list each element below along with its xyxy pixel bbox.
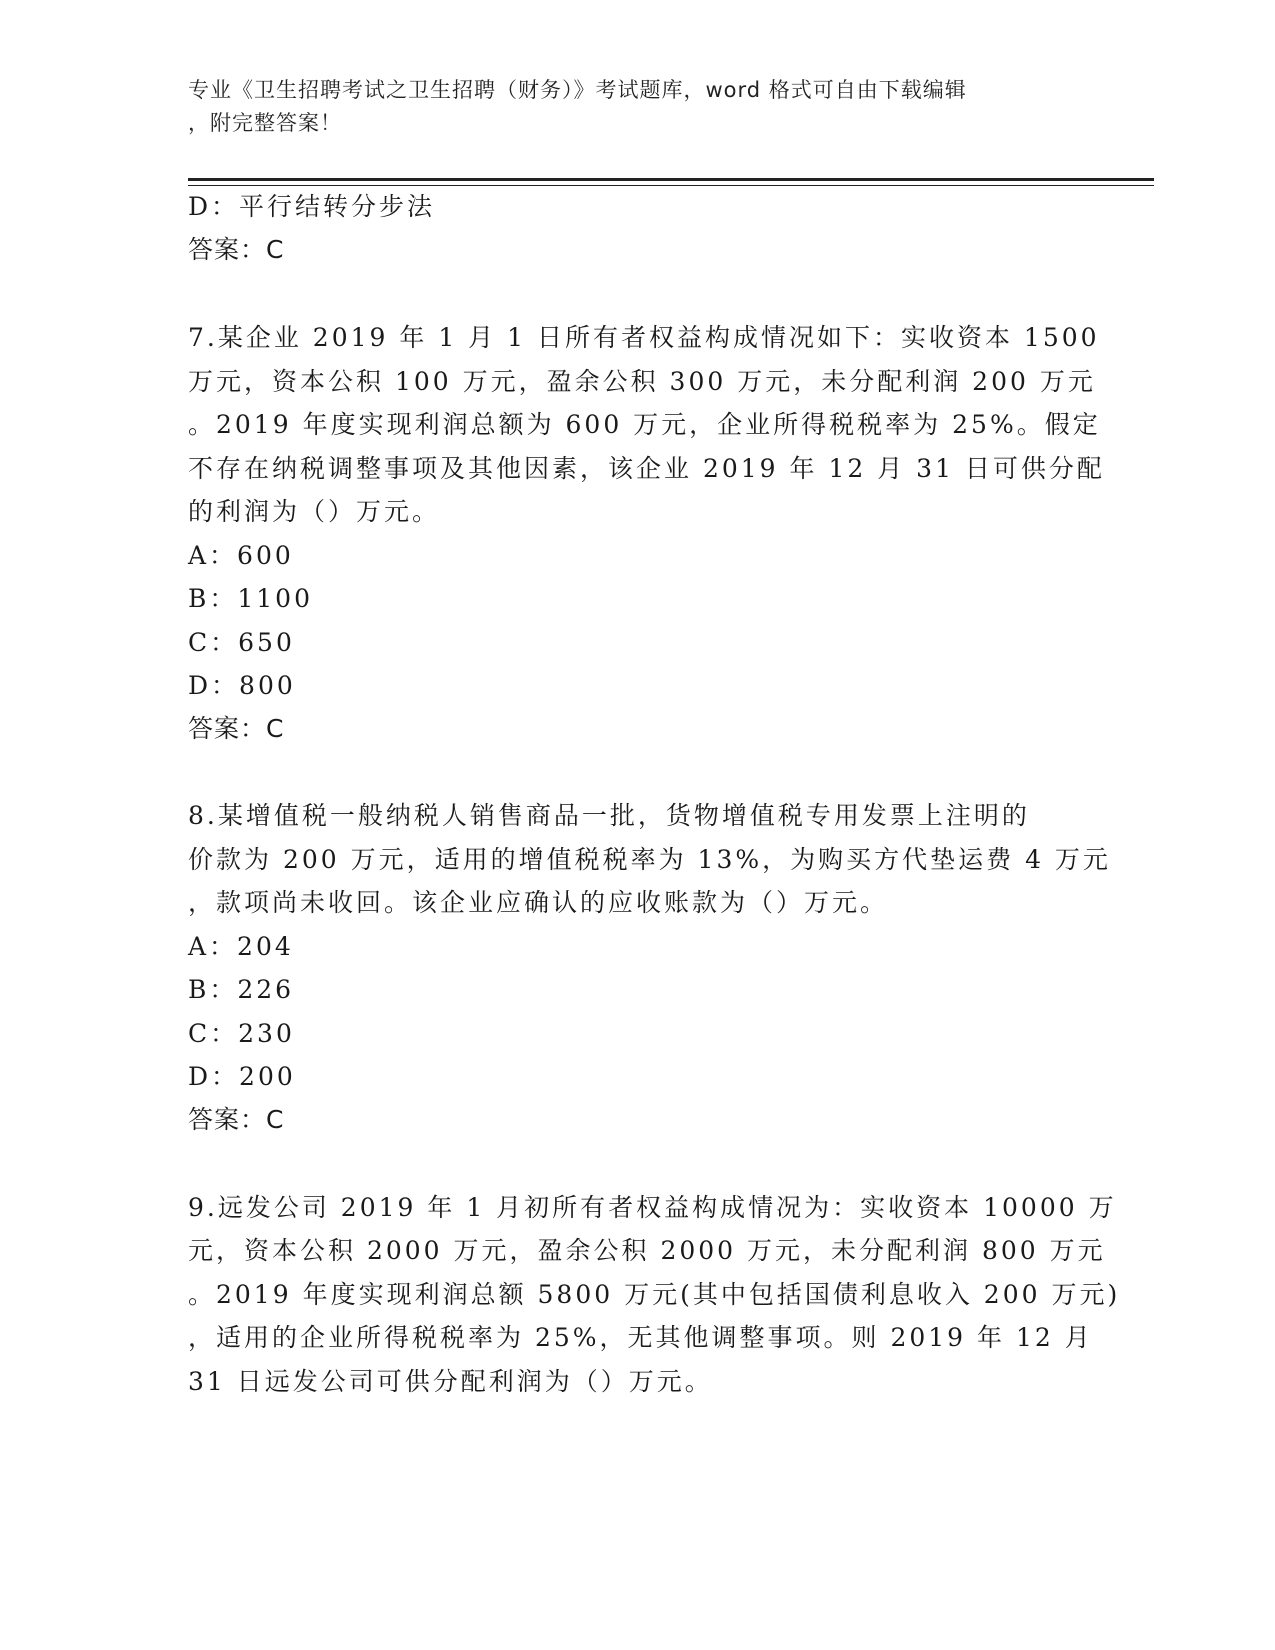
q8-answer: 答案：C (188, 1105, 285, 1134)
header-divider-thick (188, 178, 1154, 181)
q8-stem-line-2: 价款为 200 万元，适用的增值税税率为 13%，为购买方代垫运费 4 万元 (188, 845, 1111, 874)
q7-stem-line-5: 的利润为（）万元。 (188, 497, 441, 526)
q7-option-c: C：650 (188, 628, 295, 657)
q8-option-a: A：204 (188, 932, 294, 961)
q7-answer: 答案：C (188, 714, 285, 743)
header-divider-thin (188, 185, 1154, 186)
q8-stem-line-1: 8.某增值税一般纳税人销售商品一批，货物增值税专用发票上注明的 (188, 801, 1030, 830)
q9-stem-line-1: 9.远发公司 2019 年 1 月初所有者权益构成情况为：实收资本 10000 万 (188, 1193, 1117, 1222)
q9-stem-line-3: 。2019 年度实现利润总额 5800 万元(其中包括国债利息收入 200 万元) (188, 1280, 1121, 1309)
header-line-2: ，附完整答案！ (188, 111, 342, 135)
q9-stem-line-2: 元，资本公积 2000 万元，盈余公积 2000 万元，未分配利润 800 万元 (188, 1236, 1106, 1265)
q9-stem-line-4: ，适用的企业所得税税率为 25%，无其他调整事项。则 2019 年 12 月 (188, 1323, 1093, 1352)
q8-option-c: C：230 (188, 1019, 295, 1048)
header-line-1: 专业《卫生招聘考试之卫生招聘（财务）》考试题库，word 格式可自由下载编辑 (188, 78, 967, 102)
document-header (188, 74, 1068, 140)
prev-answer: 答案：C (188, 235, 285, 264)
q7-stem-line-1: 7.某企业 2019 年 1 月 1 日所有者权益构成情况如下：实收资本 1500 (188, 323, 1100, 352)
q7-option-a: A：600 (188, 541, 294, 570)
q7-stem-line-4: 不存在纳税调整事项及其他因素，该企业 2019 年 12 月 31 日可供分配 (188, 454, 1105, 483)
q8-option-d: D：200 (188, 1062, 296, 1091)
q8-option-b: B：226 (188, 975, 295, 1004)
q7-option-d: D：800 (188, 671, 296, 700)
q7-stem-line-3: 。2019 年度实现利润总额为 600 万元，企业所得税税率为 25%。假定 (188, 410, 1101, 439)
q8-stem-line-3: ，款项尚未收回。该企业应确认的应收账款为（）万元。 (188, 888, 889, 917)
q7-stem-line-2: 万元，资本公积 100 万元，盈余公积 300 万元，未分配利润 200 万元 (188, 367, 1096, 396)
q7-option-b: B：1100 (188, 584, 313, 613)
q9-stem-line-5: 31 日远发公司可供分配利润为（）万元。 (188, 1367, 713, 1396)
prev-option-d: D：平行结转分步法 (188, 192, 436, 221)
